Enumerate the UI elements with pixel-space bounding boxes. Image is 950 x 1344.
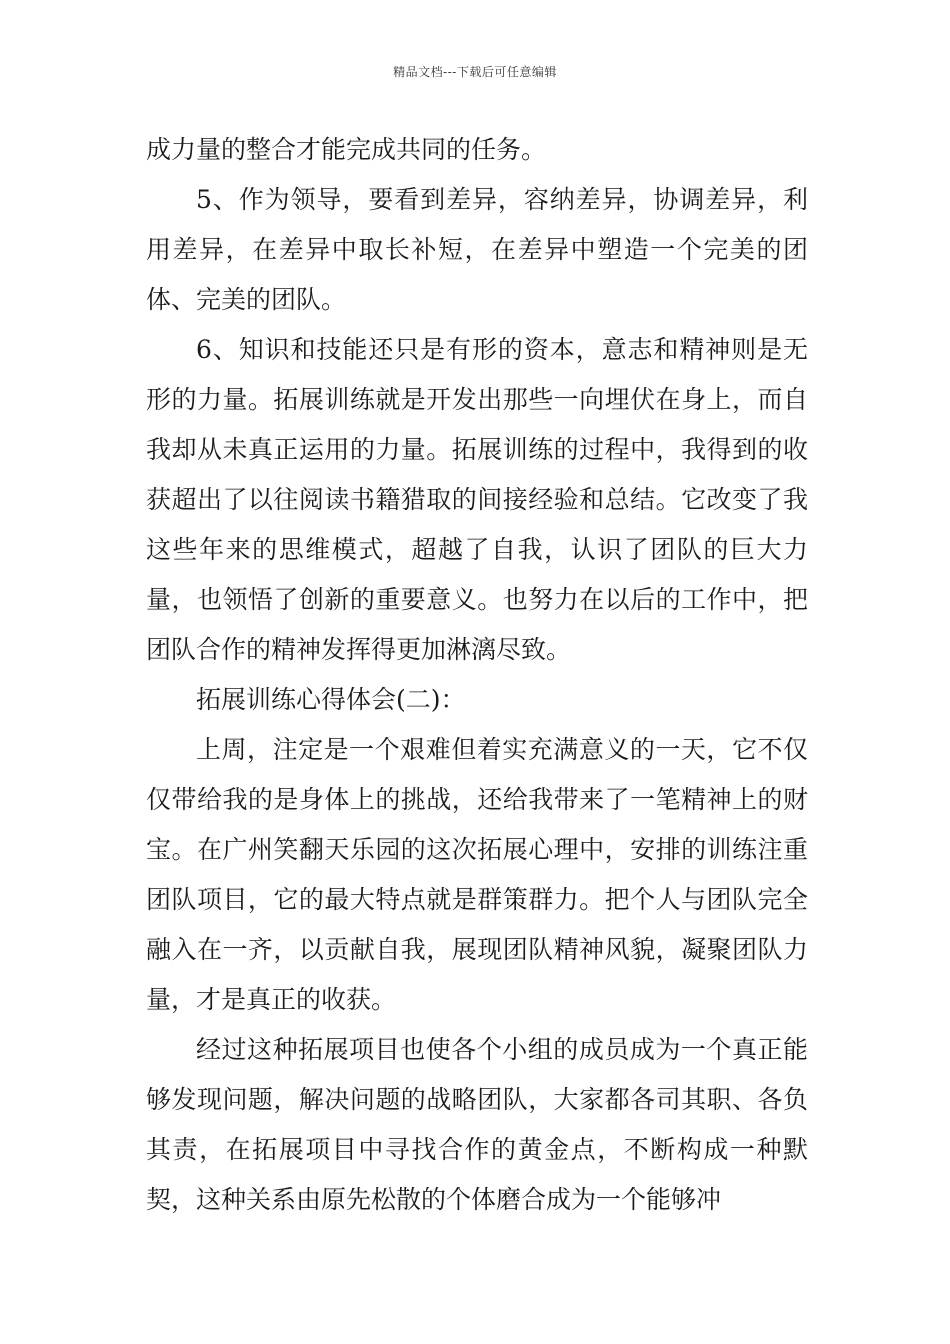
paragraph-1: 成力量的整合才能完成共同的任务。 xyxy=(146,135,547,164)
document-body xyxy=(146,125,808,1225)
section-heading: 拓展训练心得体会(二)： xyxy=(196,685,466,714)
paragraph-4: 上周，注定是一个艰难但着实充满意义的一天，它不仅仅带给我的是身体上的挑战，还给我带来了一笔精神上的财宝。在广州笑翻天乐园的这次拓展心理中，安排的训练注重团队项目，它的最大特点就是群策群力。把个人与团队完全融入在一齐，以贡献自我，展现团队精神风貌，凝聚团队力量，才是真正的收获。 xyxy=(146,735,808,1014)
paragraph-2: 5、作为领导，要看到差异，容纳差异，协调差异，利用差异，在差异中取长补短，在差异中塑造一个完美的团体、完美的团队。 xyxy=(146,185,808,314)
page-header: 精品文档---下载后可任意编辑 xyxy=(393,65,557,79)
paragraph-5: 经过这种拓展项目也使各个小组的成员成为一个真正能够发现问题，解决问题的战略团队，大家都各司其职、各负其责，在拓展项目中寻找合作的黄金点，不断构成一种默契，这种关系由原先松散的个体磨合成为一个能够冲 xyxy=(146,1035,808,1214)
paragraph-3: 6、知识和技能还只是有形的资本，意志和精神则是无形的力量。拓展训练就是开发出那些一向埋伏在身上，而自我却从未真正运用的力量。拓展训练的过程中，我得到的收获超出了以往阅读书籍猎取的间接经验和总结。它改变了我这些年来的思维模式，超越了自我，认识了团队的巨大力量，也领悟了创新的重要意义。也努力在以后的工作中，把团队合作的精神发挥得更加淋漓尽致。 xyxy=(146,335,808,664)
